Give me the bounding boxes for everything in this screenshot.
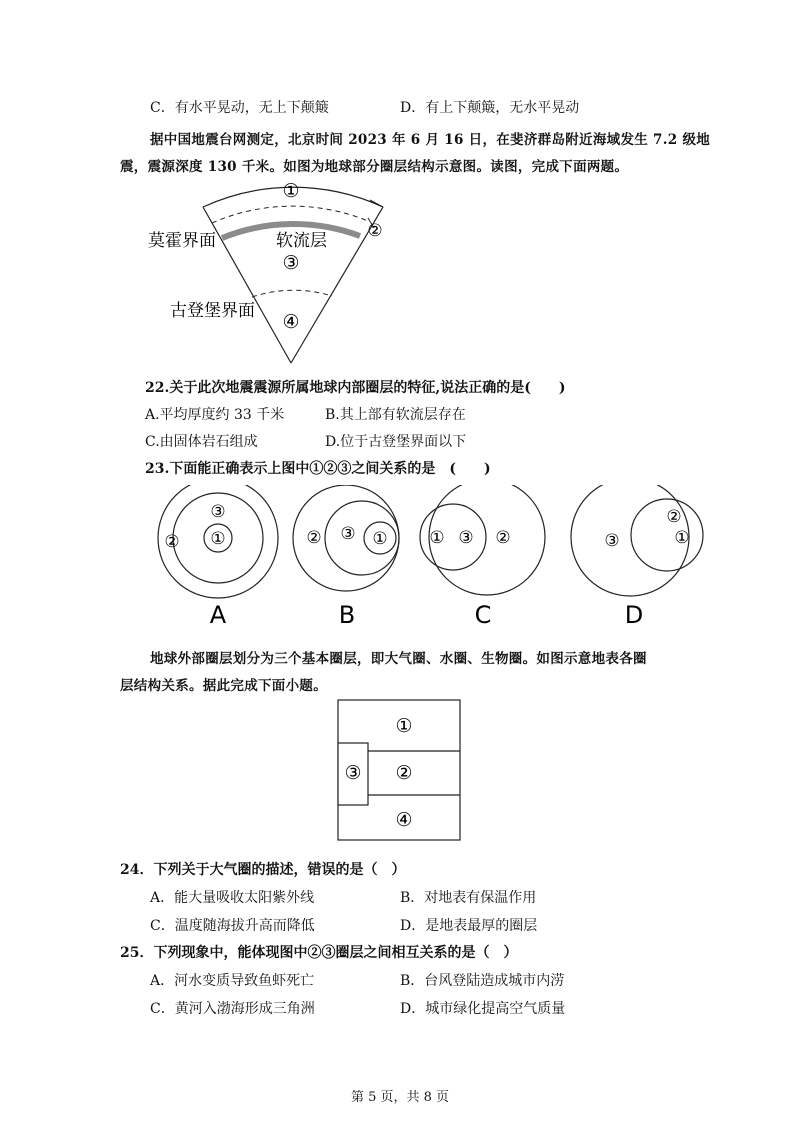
q22-option-b: B.其上部有软流层存在: [325, 407, 466, 423]
a-mark-1: ①: [210, 529, 226, 549]
sphere2-label: ②: [395, 762, 413, 784]
q22-option-c: C.由固体岩石组成: [145, 434, 258, 450]
q24-option-a: A．能大量吸收太阳紫外线: [150, 890, 315, 906]
c-mark-2: ②: [495, 528, 511, 548]
q24-stem: 24．下列关于大气圈的描述，错误的是（ ）: [120, 862, 406, 878]
outer-spheres-diagram: [0, 690, 800, 860]
gutenberg-label: 古登堡界面: [170, 301, 255, 321]
a-letter: A: [209, 601, 227, 629]
a-mark-3: ③: [210, 502, 226, 522]
b-letter: B: [338, 601, 356, 629]
q25-option-c: C．黄河入渤海形成三角洲: [150, 1001, 315, 1017]
gutenberg-boundary: [252, 290, 332, 297]
moho-label: 莫霍界面: [148, 231, 216, 251]
d-mark-1: ①: [674, 528, 690, 548]
b-mark-3: ③: [340, 524, 356, 544]
q24-option-d: D．是地表最厚的圈层: [400, 918, 538, 934]
sphere1-label: ①: [395, 715, 413, 737]
a-mark-2: ②: [164, 532, 180, 552]
c-mark-3: ③: [458, 528, 474, 548]
sector-corner: [370, 200, 383, 207]
q25-option-b: B．台风登陆造成城市内涝: [400, 973, 565, 989]
layer4-label: ④: [282, 311, 300, 333]
option-a-diagram: [158, 485, 278, 629]
intro1-line1: 据中国地震台网测定，北京时间 2023 年 6 月 16 日，在斐济群岛附近海域发生 7.2 级地: [150, 132, 711, 148]
q25-option-a: A．河水变质导致鱼虾死亡: [150, 973, 315, 989]
sphere4-label: ④: [395, 809, 413, 831]
c-letter: C: [474, 601, 492, 629]
option-b-diagram: [293, 485, 399, 629]
d-mark-3: ③: [604, 531, 620, 551]
d-letter: D: [624, 601, 644, 629]
c-mark-1: ①: [429, 528, 445, 548]
layer1-label: ①: [282, 180, 300, 202]
q25-option-d: D．城市绿化提高空气质量: [400, 1001, 566, 1017]
q21-option-d: D．有上下颠簸，无水平晃动: [400, 100, 580, 116]
q22-option-d: D.位于古登堡界面以下: [325, 434, 467, 450]
layer3-label: ③: [282, 252, 300, 274]
option-d-diagram: [571, 485, 703, 629]
intro2-line2: 层结构关系。据此完成下面小题。: [120, 678, 327, 694]
intro1-line2: 震，震源深度 130 千米。如图为地球部分圈层结构示意图。读图，完成下面两题。: [120, 159, 629, 175]
b-mark-1: ①: [372, 529, 388, 549]
q22-option-a: A.平均厚度约 33 千米: [145, 407, 285, 423]
q23-stem: 23.下面能正确表示上图中①②③之间关系的是 ( ): [145, 461, 491, 477]
asthenosphere-label: 软流层: [276, 231, 327, 251]
moho-boundary: [212, 206, 368, 223]
earth-layers-diagram: [0, 0, 800, 380]
q25-stem: 25．下列现象中，能体现图中②③圈层之间相互关系的是（ ）: [120, 945, 518, 961]
sphere3-label: ③: [344, 762, 362, 784]
q21-option-c: C．有水平晃动，无上下颠簸: [150, 100, 329, 116]
page-footer: 第 5 页，共 8 页: [350, 1090, 450, 1105]
layer2-label: ②: [367, 221, 383, 241]
intro2-line1: 地球外部圈层划分为三个基本圈层，即大气圈、水圈、生物圈。如图示意地表各圈: [150, 651, 647, 667]
q24-option-b: B．对地表有保温作用: [400, 890, 537, 906]
d-mark-2: ②: [666, 507, 682, 527]
q22-stem: 22.关于此次地震震源所属地球内部圈层的特征,说法正确的是( ): [145, 380, 566, 396]
q23-circle-diagrams: [0, 485, 800, 635]
option-c-diagram: [420, 485, 545, 629]
b-mark-2: ②: [306, 528, 322, 548]
q24-option-c: C．温度随海拔升高而降低: [150, 918, 315, 934]
